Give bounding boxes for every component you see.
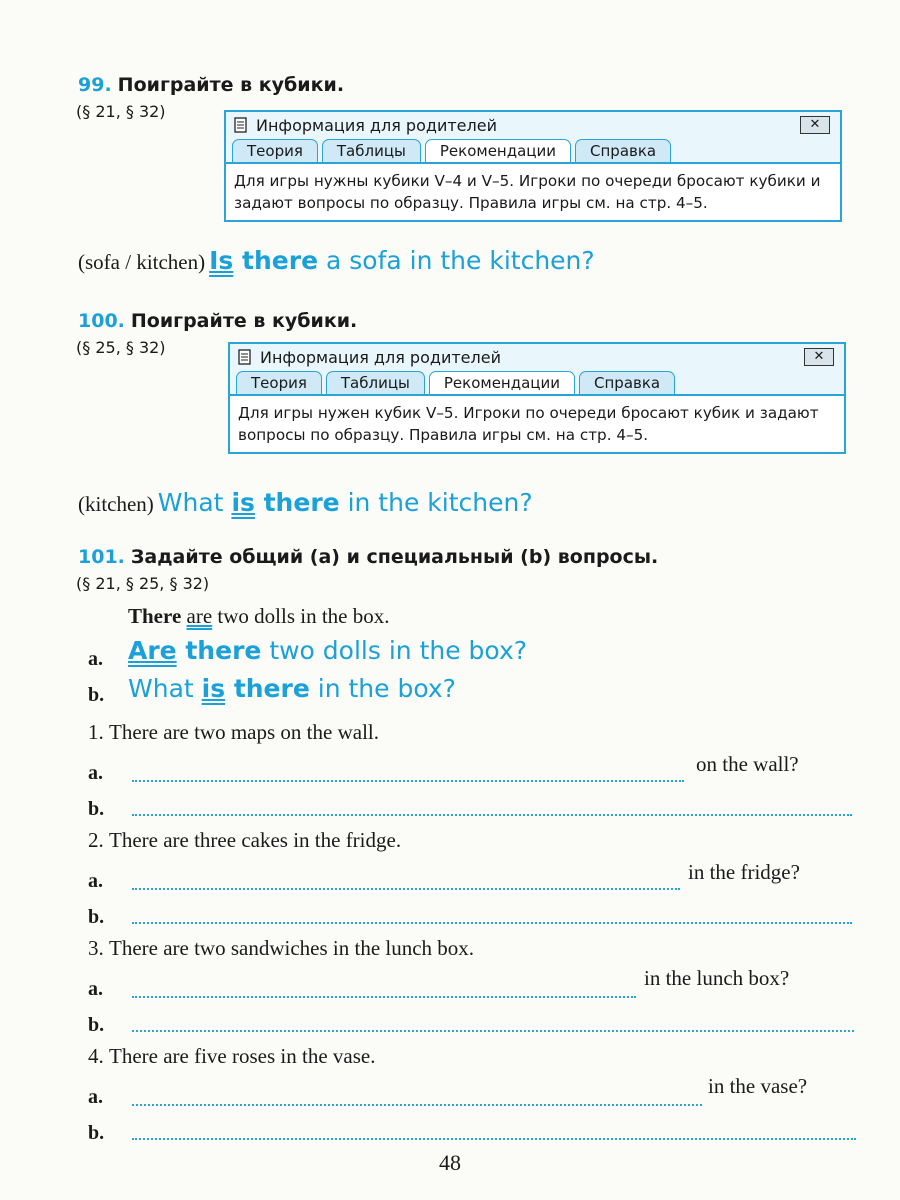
example-answer: Is there a sofa in the kitchen? <box>209 246 595 275</box>
item-1-label-a: a. <box>88 762 103 784</box>
item-3-label-b: b. <box>88 1014 105 1036</box>
answer-line-1a[interactable] <box>132 780 684 782</box>
item-3-sentence: 3. There are two sandwiches in the lunch box. <box>88 936 475 960</box>
exercise-100-example <box>78 488 533 517</box>
example-answer-a: Are there two dolls in the box? <box>128 636 528 665</box>
document-icon <box>234 117 248 133</box>
tab-recommendations[interactable]: Рекомендации <box>425 139 571 162</box>
answer-line-2b[interactable] <box>132 922 852 924</box>
example-answer-b: What is there in the box? <box>128 674 456 703</box>
cue-text: (kitchen) <box>78 492 154 516</box>
answer-line-1b[interactable] <box>132 814 852 816</box>
label-a: a. <box>88 648 103 670</box>
document-icon <box>238 349 252 365</box>
exercise-title: Поиграйте в кубики. <box>117 74 345 96</box>
page-number: 48 <box>439 1150 461 1175</box>
exercise-101-heading <box>78 546 658 568</box>
info-text: Для игры нужны кубики V–4 и V–5. Игроки по очереди бросают кубики и задают вопросы по образцу. Правила игры см. на стр. 4–5. <box>226 164 840 220</box>
item-2-label-a: a. <box>88 870 103 892</box>
answer-line-3a[interactable] <box>132 996 636 998</box>
label-b: b. <box>88 684 105 706</box>
item-2-label-b: b. <box>88 906 105 928</box>
tab-theory[interactable]: Теория <box>232 139 318 162</box>
exercise-100-refs: (§ 25, § 32) <box>76 338 166 357</box>
info-tabs <box>226 138 840 164</box>
tab-reference[interactable]: Справка <box>579 371 675 394</box>
exercise-99-example <box>78 246 595 275</box>
item-1-suffix: on the wall? <box>696 752 799 776</box>
item-2-sentence: 2. There are three cakes in the fridge. <box>88 828 402 852</box>
info-title: Информация для родителей <box>256 115 497 135</box>
tab-recommendations[interactable]: Рекомендации <box>429 371 575 394</box>
info-tabs <box>230 370 844 396</box>
exercise-title: Задайте общий (а) и специальный (b) вопросы. <box>130 546 659 568</box>
item-4-suffix: in the vase? <box>708 1074 808 1098</box>
item-2-suffix: in the fridge? <box>688 860 800 884</box>
example-sentence: There are two dolls in the box. <box>128 604 390 628</box>
exercise-101-refs: (§ 21, § 25, § 32) <box>76 574 210 593</box>
parent-info-panel-99 <box>224 110 842 222</box>
item-4-sentence: 4. There are five roses in the vase. <box>88 1044 376 1068</box>
tab-tables[interactable]: Таблицы <box>326 371 425 394</box>
close-button[interactable]: ✕ <box>800 116 830 134</box>
info-title-bar <box>226 112 840 138</box>
item-3-label-a: a. <box>88 978 103 1000</box>
exercise-99-heading <box>78 74 344 96</box>
info-title-bar <box>230 344 844 370</box>
example-answer: What is there in the kitchen? <box>157 488 533 517</box>
exercise-number: 101. <box>78 546 125 568</box>
exercise-title: Поиграйте в кубики. <box>130 310 358 332</box>
answer-line-4a[interactable] <box>132 1104 702 1106</box>
exercise-number: 100. <box>78 310 125 332</box>
item-3-suffix: in the lunch box? <box>644 966 790 990</box>
exercise-100-heading <box>78 310 357 332</box>
item-1-label-b: b. <box>88 798 105 820</box>
item-4-label-a: a. <box>88 1086 103 1108</box>
info-title: Информация для родителей <box>260 347 501 367</box>
tab-theory[interactable]: Теория <box>236 371 322 394</box>
answer-line-3b[interactable] <box>132 1030 854 1032</box>
exercise-number: 99. <box>78 74 112 96</box>
tab-tables[interactable]: Таблицы <box>322 139 421 162</box>
parent-info-panel-100 <box>228 342 846 454</box>
answer-line-4b[interactable] <box>132 1138 856 1140</box>
exercise-99-refs: (§ 21, § 32) <box>76 102 166 121</box>
tab-reference[interactable]: Справка <box>575 139 671 162</box>
item-4-label-b: b. <box>88 1122 105 1144</box>
close-button[interactable]: ✕ <box>804 348 834 366</box>
info-text: Для игры нужен кубик V–5. Игроки по очереди бросают кубик и задают вопросы по образцу. Правила игры см. на стр. 4–5. <box>230 396 844 452</box>
item-1-sentence: 1. There are two maps on the wall. <box>88 720 379 744</box>
answer-line-2a[interactable] <box>132 888 680 890</box>
cue-text: (sofa / kitchen) <box>78 250 206 274</box>
